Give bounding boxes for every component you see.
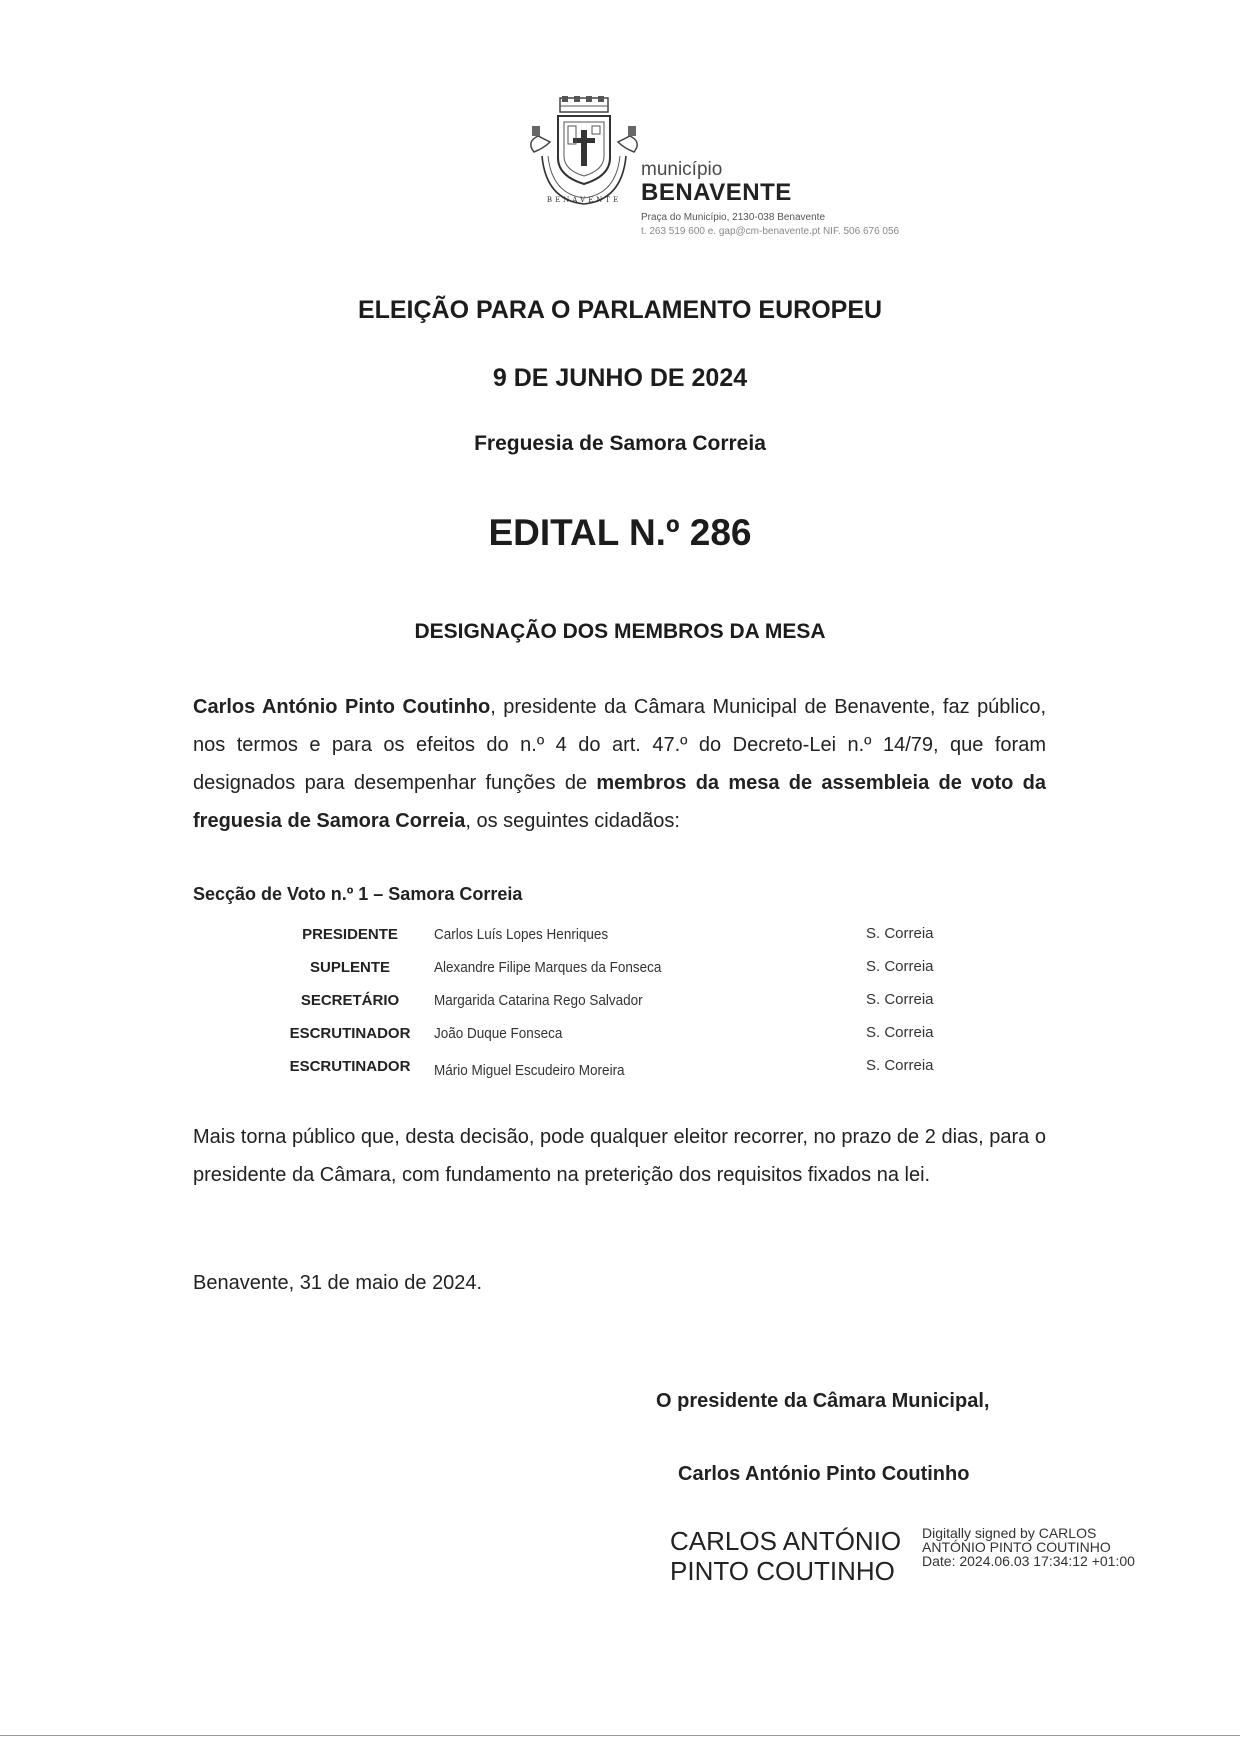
member-role: PRESIDENTE [302, 926, 398, 943]
designation-title: DESIGNAÇÃO DOS MEMBROS DA MESA [414, 620, 826, 643]
member-locality: S. Correia [866, 1024, 934, 1041]
appeal-paragraph: Mais torna público que, desta decisão, pode qualquer eleitor recorrer, no prazo de 2 dias, para o presidente da Câmara, com fundamento na preterição dos requisitos fixados na lei. [193, 1126, 1046, 1186]
member-name: Alexandre Filipe Marques da Fonseca [434, 959, 662, 976]
signatory-name: Carlos António Pinto Coutinho [678, 1463, 970, 1485]
president-name-inline: Carlos António Pinto Coutinho [193, 696, 491, 718]
member-role: ESCRUTINADOR [289, 1025, 411, 1042]
letterhead-municipio: município [641, 159, 723, 180]
digital-signature-info-2: ANTÓNIO PINTO COUTINHO [922, 1539, 1111, 1555]
digital-signature-date: Date: 2024.06.03 17:34:12 +01:00 [922, 1553, 1135, 1569]
digital-signature-info [922, 1526, 1135, 1568]
svg-text:BENAVENTE: BENAVENTE [546, 196, 622, 204]
member-locality: S. Correia [866, 1057, 934, 1074]
municipal-crest-logo [524, 96, 644, 208]
place-date: Benavente, 31 de maio de 2024. [193, 1272, 483, 1294]
letterhead-name: BENAVENTE [641, 179, 792, 206]
member-role: ESCRUTINADOR [289, 1058, 411, 1075]
election-date: 9 DE JUNHO DE 2024 [492, 364, 748, 392]
section-title: Secção de Voto n.º 1 – Samora Correia [193, 884, 523, 904]
member-locality: S. Correia [866, 991, 934, 1008]
member-locality: S. Correia [866, 958, 934, 975]
edital-number: EDITAL N.º 286 [488, 512, 752, 553]
parish-title: Freguesia de Samora Correia [474, 432, 766, 455]
table-row [276, 951, 976, 984]
intro-text-1: , presidente da Câmara Municipal de Benavente, faz público, nos termos e para os efeitos do n.º 4 do art. 47.º do Decreto-Lei n.º 14/79, que foram designados para desempenhar funções de [193, 696, 1046, 794]
table-row [276, 984, 976, 1017]
letterhead-address: Praça do Município, 2130-038 Benavente [641, 212, 826, 223]
digital-signature-name [670, 1526, 901, 1586]
member-name: Mário Miguel Escudeiro Moreira [434, 1062, 625, 1079]
table-row [276, 1050, 976, 1083]
member-name: Margarida Catarina Rego Salvador [434, 992, 643, 1009]
table-row [276, 918, 976, 951]
members-table [276, 918, 976, 1083]
intro-text-2: , os seguintes cidadãos: [465, 810, 680, 832]
signatory-role: O presidente da Câmara Municipal, [656, 1390, 990, 1412]
digital-signature-line-2: PINTO COUTINHO [670, 1556, 895, 1586]
footer-rule [0, 1735, 1240, 1736]
member-locality: S. Correia [866, 925, 934, 942]
letterhead-contacts: t. 263 519 600 e. gap@cm-benavente.pt NIF. 506 676 056 [641, 226, 900, 237]
table-row [276, 1017, 976, 1050]
intro-paragraph [193, 688, 1046, 840]
digital-signature-info-1: Digitally signed by CARLOS [922, 1525, 1097, 1541]
digital-signature-line-1: CARLOS ANTÓNIO [670, 1526, 902, 1556]
member-name: João Duque Fonseca [434, 1025, 563, 1042]
letterhead [641, 160, 899, 237]
member-role: SECRETÁRIO [300, 992, 400, 1009]
member-role: SUPLENTE [309, 959, 390, 976]
election-title: ELEIÇÃO PARA O PARLAMENTO EUROPEU [357, 296, 883, 324]
member-name: Carlos Luís Lopes Henriques [434, 926, 609, 943]
intro-bold-members: membros da mesa de assembleia de voto da freguesia de Samora Correia [193, 772, 1046, 832]
